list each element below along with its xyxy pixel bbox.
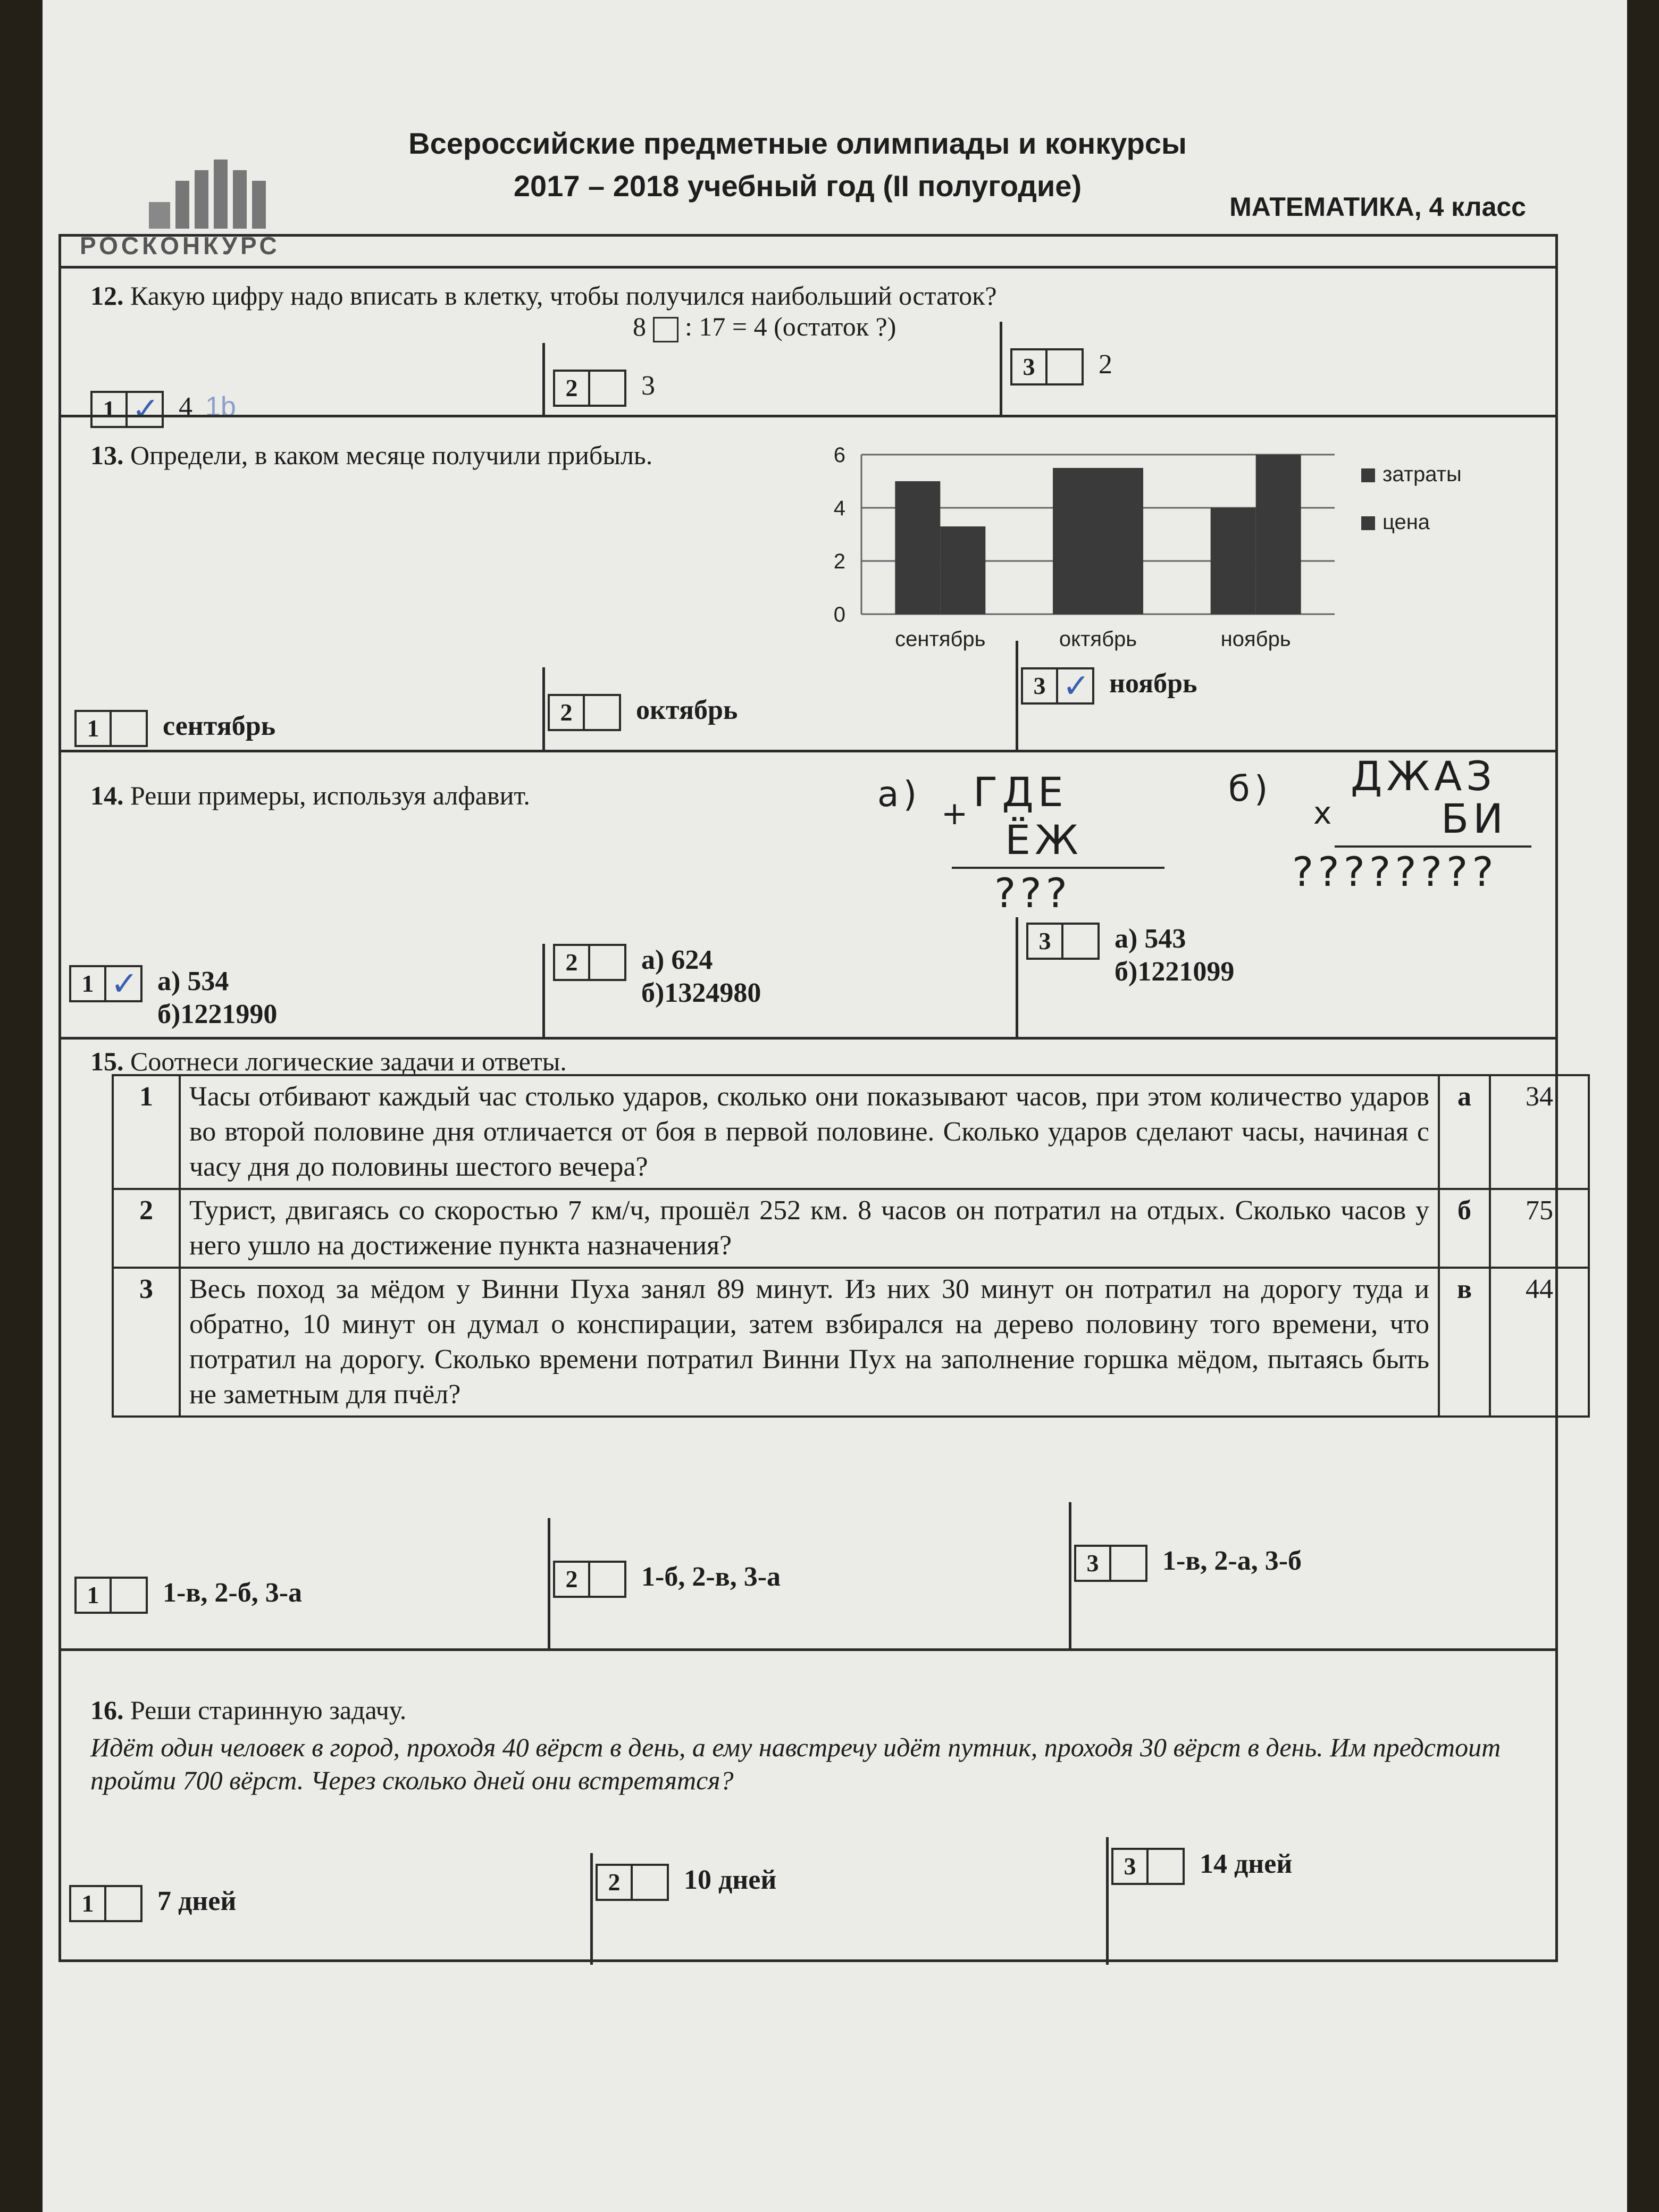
legend-label: затраты: [1382, 463, 1462, 486]
q12-option-3[interactable]: 3 2: [1010, 348, 1112, 386]
legend-swatch: [1361, 468, 1375, 482]
bar-затраты: [1211, 508, 1256, 614]
q13-text: 13. Определи, в каком месяце получили прибыль.: [90, 440, 653, 470]
example-a-label: а): [877, 774, 921, 815]
matching-table: [112, 1074, 1590, 1418]
bar-затраты: [895, 481, 940, 614]
q16-problem: Идёт один человек в город, проходя 40 вёрст в день, а ему навстречу идёт путник, проходя 30 вёрст в день. Им предстоит пройти 700 вёрст. Через сколько дней они встретятся?: [90, 1732, 1501, 1795]
q12-formula: 8 : 17 = 4 (остаток ?): [633, 312, 896, 341]
divider: [542, 343, 545, 417]
divider: [548, 1518, 550, 1651]
answer-cell[interactable]: [1149, 1850, 1183, 1883]
example-a-line-2: ЁЖ: [1005, 816, 1083, 864]
divider: [1016, 641, 1018, 752]
q16-option-2[interactable]: 2 10 дней: [596, 1864, 776, 1901]
answer-cell[interactable]: [1063, 925, 1097, 958]
q12-option-2[interactable]: 2 3: [553, 370, 655, 407]
category-label: сентябрь: [895, 627, 986, 651]
digit-blank-box: [653, 317, 678, 342]
y-tick-label: 6: [833, 444, 845, 467]
answer-cell[interactable]: [1048, 350, 1082, 383]
question-14: [58, 750, 1558, 1037]
header-line-2: 2017 – 2018 учебный год (II полугодие): [513, 169, 1082, 203]
y-tick-label: 4: [833, 497, 845, 520]
question-16: [58, 1648, 1558, 1962]
q15-option-1[interactable]: 1 1-в, 2-б, 3-а: [74, 1577, 302, 1614]
q16-option-3[interactable]: 3 14 дней: [1111, 1848, 1292, 1885]
product-line: [1335, 845, 1531, 848]
q16-text: 16. Реши старинную задачу.: [90, 1695, 407, 1725]
answer-cell[interactable]: [633, 1866, 667, 1899]
q13-option-1[interactable]: 1 сентябрь: [74, 710, 275, 747]
table-row: 2 Турист, двигаясь со скоростью 7 км/ч, прошёл 252 км. 8 часов он потратил на отдых. Сколько часов у него ушло на достижение пункта назначения? б 75: [113, 1189, 1589, 1268]
question-13: [58, 415, 1558, 750]
q14-text: 14. Реши примеры, используя алфавит.: [90, 781, 530, 810]
answer-cell[interactable]: [585, 696, 619, 729]
example-b-line-1: ДЖАЗ: [1351, 752, 1496, 800]
divider: [542, 944, 545, 1040]
plus-sign: +: [941, 795, 973, 832]
checkmark-icon: ✓: [132, 390, 160, 429]
pencil-note: 1b: [205, 391, 236, 422]
answer-cell[interactable]: [590, 1563, 624, 1596]
divider: [1016, 917, 1018, 1040]
answer-cell[interactable]: [1111, 1547, 1145, 1580]
sum-line: [952, 867, 1164, 869]
example-b-result: ????????: [1292, 848, 1498, 895]
multiply-sign: х: [1313, 795, 1336, 831]
logo-text: РОСКОНКУРС: [80, 232, 280, 259]
divider: [542, 667, 545, 752]
answer-cell[interactable]: [106, 964, 140, 1003]
divider: [1069, 1502, 1071, 1651]
q13-option-3[interactable]: 3 ✓ ноябрь: [1021, 667, 1197, 705]
bar-цена: [1098, 468, 1143, 614]
q14-option-2[interactable]: 2 а) 624 б)1324980: [553, 944, 761, 1010]
q12-text: 12. Какую цифру надо вписать в клетку, чтобы получился наибольший остаток?: [90, 281, 997, 311]
bar-цена: [1256, 455, 1301, 614]
divider: [1106, 1837, 1109, 1965]
example-a-result: ???: [994, 869, 1072, 917]
answer-cell[interactable]: [590, 372, 624, 405]
example-b-label: б): [1228, 768, 1272, 809]
header-line-1: Всероссийские предметные олимпиады и конкурсы: [408, 127, 1187, 160]
y-tick-label: 0: [833, 603, 845, 626]
checkmark-icon: ✓: [1062, 666, 1090, 705]
q12-option-1[interactable]: 1 ✓ 4 1b: [90, 391, 236, 428]
legend-swatch: [1361, 516, 1375, 530]
answer-cell[interactable]: [1058, 666, 1092, 705]
checkmark-icon: ✓: [111, 964, 138, 1003]
table-row: 1 Часы отбивают каждый час столько ударов, сколько они показывают часов, при этом количество ударов во второй половине дня отличается от боя в первой половине. Сколько ударов сделают часы, начиная с часу дня до половины шестого вечера? а 34: [113, 1075, 1589, 1189]
category-label: ноябрь: [1220, 627, 1291, 651]
example-b-line-2: БИ: [1441, 795, 1507, 842]
q14-option-1[interactable]: 1 ✓ а) 534 б)1221990: [69, 965, 277, 1031]
answer-cell[interactable]: [112, 712, 146, 745]
answer-cell[interactable]: [590, 946, 624, 979]
question-12: [58, 266, 1558, 429]
q16-option-1[interactable]: 1 7 дней: [69, 1885, 236, 1922]
divider: [590, 1853, 593, 1965]
bar-цена: [940, 526, 985, 614]
bar-затраты: [1053, 468, 1098, 614]
profit-bar-chart: [803, 444, 1547, 667]
divider: [1000, 322, 1002, 417]
q13-option-2[interactable]: 2 октябрь: [548, 694, 738, 731]
table-row: 3 Весь поход за мёдом у Винни Пуха занял 89 минут. Из них 30 минут он потратил на дорогу туда и обратно, 10 минут он думал о конспирации, затем взбирался на дерево половину того времени, что потратил на дорогу. Сколько времени потратил Винни Пух на заполнение горшка мёдом, пытаясь быть не заметным для пчёл? в 44: [113, 1268, 1589, 1417]
answer-cell[interactable]: [112, 1579, 146, 1612]
q14-option-3[interactable]: 3 а) 543 б)1221099: [1026, 923, 1234, 988]
q15-option-3[interactable]: 3 1-в, 2-а, 3-б: [1074, 1545, 1302, 1582]
legend-label: цена: [1382, 510, 1430, 534]
header-title: [319, 122, 1276, 207]
q15-option-2[interactable]: 2 1-б, 2-в, 3-а: [553, 1561, 781, 1598]
q15-text: 15. Соотнеси логические задачи и ответы.: [90, 1046, 567, 1076]
category-label: октябрь: [1059, 627, 1137, 651]
subject-label: МАТЕМАТИКА, 4 класс: [1229, 192, 1526, 222]
answer-cell[interactable]: [106, 1887, 140, 1920]
example-a-line-1: ГДЕ: [973, 768, 1068, 816]
y-tick-label: 2: [833, 550, 845, 573]
